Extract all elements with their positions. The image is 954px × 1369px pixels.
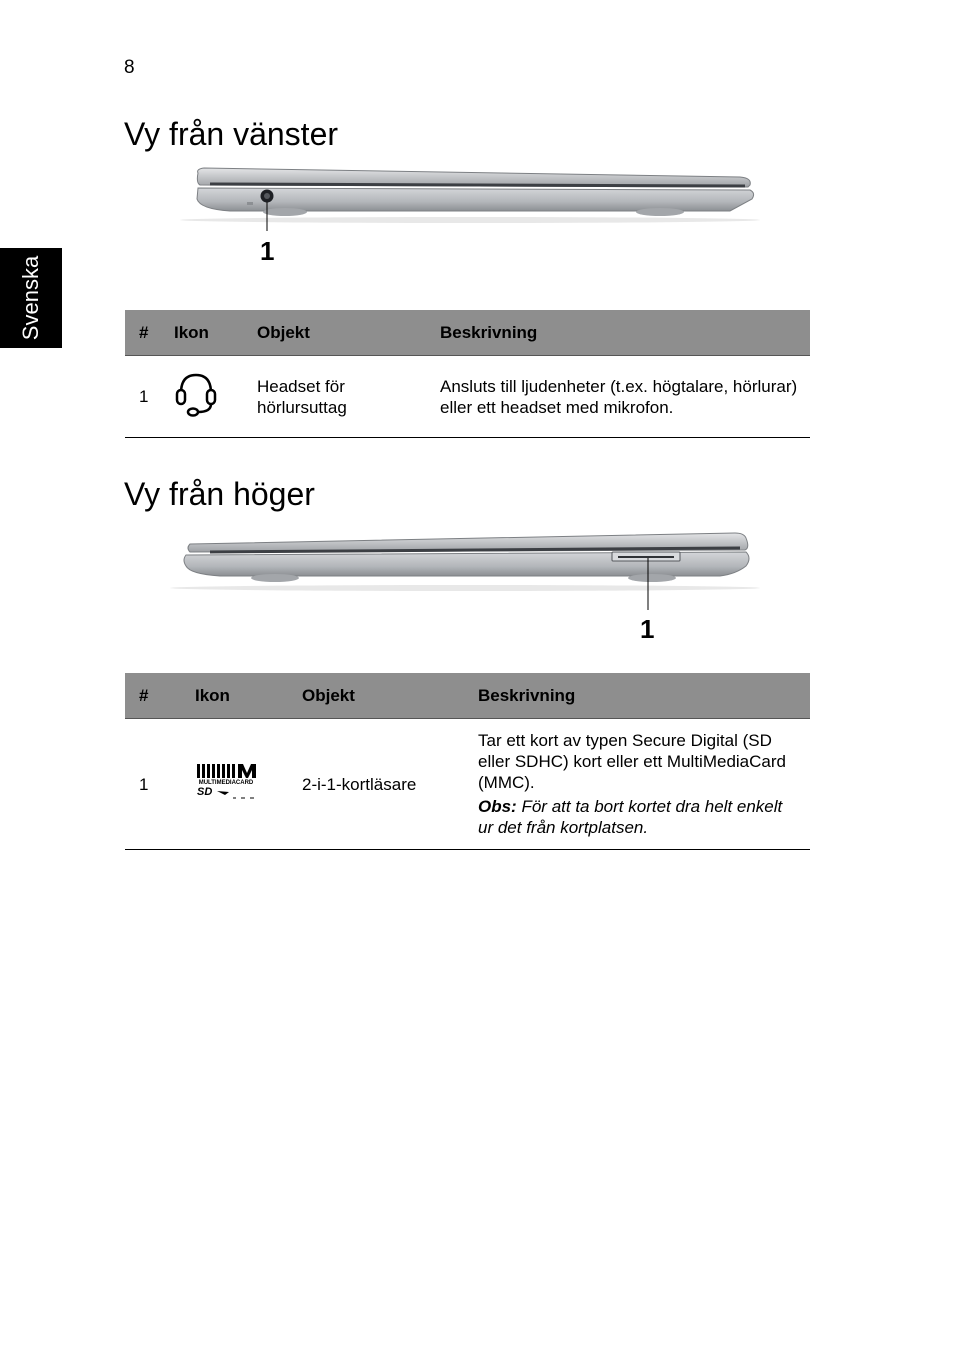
row-icon-cell [181,719,288,850]
row-object: Headset för hörlursuttag [243,356,426,438]
header-description: Beskrivning [426,310,810,356]
headset-icon [174,369,218,419]
card-reader-icon [195,762,261,802]
left-view-table [125,310,810,438]
header-number: # [125,673,181,719]
row-description: Tar ett kort av typen Secure Digital (SD eller SDHC) kort eller ett MultiMediaCard (MMC). [478,731,786,792]
row-number: 1 [125,719,181,850]
table-row [125,719,810,850]
laptop-left-side-image [170,165,770,235]
language-tab-label: Svenska [18,255,43,341]
section-title-right-view: Vy från höger [124,476,315,512]
header-icon: Ikon [181,673,288,719]
header-number: # [125,310,160,356]
row-note [478,796,810,838]
row-description: Ansluts till ljudenheter (t.ex. högtalare, hörlurar) eller ett headset med mikrofon. [426,356,810,438]
mmc-logo-text: MULTIMEDIACARD [198,779,254,786]
note-text: För att ta bort kortet dra helt enkelt ur det från kortplatsen. [478,797,783,837]
table-header-row [125,310,810,356]
sd-logo-text: SD [197,785,213,798]
row-number: 1 [125,356,160,438]
header-icon: Ikon [160,310,243,356]
row-object: 2-i-1-kortläsare [288,719,464,850]
header-object: Objekt [243,310,426,356]
row-description-cell [464,719,810,850]
language-tab [0,248,62,348]
callout-right-1: 1 [640,614,655,644]
header-description: Beskrivning [464,673,810,719]
note-label: Obs: [478,797,517,816]
table-header-row [125,673,810,719]
header-object: Objekt [288,673,464,719]
page-number: 8 [124,57,135,78]
section-title-left-view: Vy från vänster [124,116,339,152]
right-view-table [125,673,810,850]
laptop-right-side-image [160,528,770,610]
callout-left-1: 1 [260,236,275,266]
row-icon-cell [160,356,243,438]
table-row [125,356,810,438]
